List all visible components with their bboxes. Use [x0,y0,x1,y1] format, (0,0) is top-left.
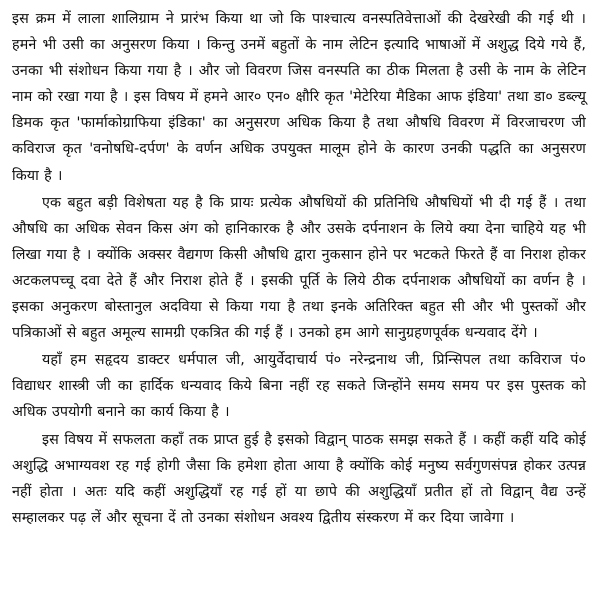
paragraph [12,6,586,189]
paragraph [12,190,586,347]
paragraph-text: एक बहुत बड़ी विशेषता यह है कि प्रायः प्रत्येक औषधियों की प्रतिनिधि औषधियों भी दी गई हैं । तथा औषधि का अधिक सेवन किस अंग को हानिकारक है और उसके दर्पनाशन के लिये क्या देना चाहिये यह भी लिखा गया है । क्योंकि अक्सर वैद्यगण किसी औषधि द्वारा नुकसान होने पर भटकते फिरते हैं वा निराश होकर अटकलपच्चू दवा देते हैं और निराश होते हैं । इसकी पूर्ति के लिये ठीक दर्पनाशक औषधियों का वर्णन है । इसका अनुकरण बोस्तानुल अदविया से किया गया है तथा इनके अतिरिक्त बहुत सी और भी पुस्तकों और पत्रिकाओं से बहुत अमूल्य सामग्री एकत्रित की गई हैं । उनको हम आगे सानुग्रहणपूर्वक धन्यवाद देंगे । [12,194,586,342]
paragraph-text: इस विषय में सफलता कहाँ तक प्राप्त हुई है इसको विद्वान् पाठक समझ सकते हैं । कहीं कहीं यदि कोई अशुद्धि अभाग्यवश रह गई होगी जैसा कि हमेशा होता आया है क्योंकि कोई मनुष्य सर्वगुणसंपन्न होकर उत्पन्न नहीं होता । अतः यदि कहीं अशुद्धियाँ रह गई हों या छापे की अशुद्धियाँ प्रतीत हों तो विद्वान् वैद्य उन्हें सम्हालकर पढ़ लें और सूचना दें तो उनका संशोधन अवश्य द्वितीय संस्करण में कर दिया जावेगा । [12,431,586,526]
paragraph [12,347,586,425]
paragraph-text: यहाँ हम सहृदय डाक्टर धर्मपाल जी, आयुर्वेदाचार्य पं० नरेन्द्रनाथ जी, प्रिन्सिपल तथा कविराज पं० विद्याधर शास्त्री जी का हार्दिक धन्यवाद किये बिना नहीं रह सकते जिन्होंने समय समय पर इस पुस्तक को अधिक उपयोगी बनाने का कार्य किया है । [12,352,586,421]
paragraph-text: इस क्रम में लाला शालिग्राम ने प्रारंभ किया था जो कि पाश्चात्य वनस्पतिवेत्ताओं की देखरेखी की गई थी । हमने भी उसी का अनुसरण किया । किन्तु उनमें बहुतों के नाम लेटिन इत्यादि भाषाओं में अशुद्ध दिये गये हैं, उनका भी संशोधन किया गया है । और जो विवरण जिस वनस्पति का ठीक मिलता है उसी के नाम के लेटिन नाम को रखा गया है । इस विषय में हमने आर० एन० क्षौरि कृत 'मेटेरिया मैडिका आफ इंडिया' तथा डा० डब्ल्यू डिमक कृत 'फार्माकोग्राफिया इंडिका' का अनुसरण अधिक किया है तथा औषधि विवरण में विरजाचरण जी कविराज कृत 'वनोषधि-दर्पण' के वर्णन अधिक उपयुक्त मालूम होने के कारण उनकी पद्धति का अनुसरण किया है । [12,11,586,184]
paragraph [12,427,586,531]
